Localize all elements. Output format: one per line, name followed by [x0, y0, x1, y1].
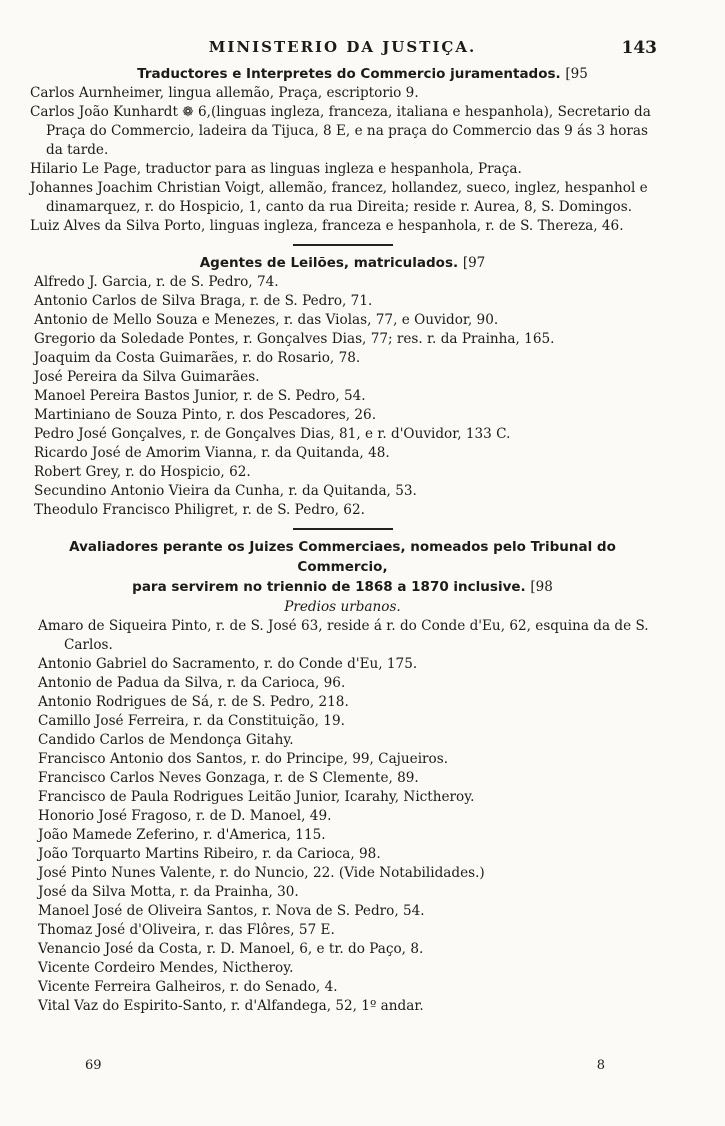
appraisers-list	[30, 617, 655, 1016]
signature-mark: 69	[85, 1058, 102, 1073]
agents-list	[30, 273, 655, 520]
section-title-text: Agentes de Leilões, matriculados.	[199, 255, 459, 271]
list-item: Carlos Aurnheimer, lingua allemão, Praça, escriptorio 9.	[30, 85, 419, 101]
list-item: Honorio José Fragoso, r. de D. Manoel, 49.	[38, 808, 332, 824]
divider	[293, 244, 393, 246]
section-title-text: para servirem no triennio de 1868 a 1870 inclusive.	[132, 579, 526, 595]
section-subtitle: Predios urbanos.	[284, 599, 401, 615]
running-header	[30, 38, 655, 64]
page-content	[30, 38, 655, 1016]
section-translators-title	[70, 64, 655, 84]
section-title-text: Traductores e Interpretes do Commercio juramentados.	[137, 66, 561, 82]
list-item: Antonio Carlos de Silva Braga, r. de S. Pedro, 71.	[34, 293, 373, 309]
list-item: José da Silva Motta, r. da Prainha, 30.	[38, 884, 299, 900]
list-item: Carlos João Kunhardt ❁ 6,(linguas ingleza, franceza, italiana e hespanhola), Secretario da Praça do Commercio, ladeira da Tijuca, 8 E, e na praça do Commercio das 9 ás 3 horas da tarde.	[30, 104, 651, 158]
list-item: José Pinto Nunes Valente, r. do Nuncio, 22. (Vide Notabilidades.)	[38, 865, 485, 881]
list-item: Luiz Alves da Silva Porto, linguas ingleza, franceza e hespanhola, r. de S. Thereza, 46.	[30, 218, 624, 234]
section-ref: [95	[565, 66, 588, 82]
list-item: José Pereira da Silva Guimarães.	[34, 369, 260, 385]
list-item: Ricardo José de Amorim Vianna, r. da Quitanda, 48.	[34, 445, 390, 461]
list-item: Francisco Antonio dos Santos, r. do Principe, 99, Cajueiros.	[38, 751, 449, 767]
list-item: Hilario Le Page, traductor para as linguas ingleza e hespanhola, Praça.	[30, 161, 522, 177]
list-item: Alfredo J. Garcia, r. de S. Pedro, 74.	[34, 274, 279, 290]
list-item: Thomaz José d'Oliveira, r. das Flôres, 57 E.	[38, 922, 335, 938]
section-title-line1: Avaliadores perante os Juizes Commerciaes, nomeados pelo Tribunal do Commercio,	[69, 539, 616, 575]
list-item: Secundino Antonio Vieira da Cunha, r. da Quitanda, 53.	[34, 483, 417, 499]
list-item: Antonio Rodrigues de Sá, r. de S. Pedro, 218.	[38, 694, 349, 710]
list-item: João Mamede Zeferino, r. d'America, 115.	[38, 827, 326, 843]
list-item: Antonio de Mello Souza e Menezes, r. das Violas, 77, e Ouvidor, 90.	[34, 312, 499, 328]
list-item: Candido Carlos de Mendonça Gitahy.	[38, 732, 294, 748]
list-item: Antonio de Padua da Silva, r. da Carioca, 96.	[38, 675, 346, 691]
list-item: Robert Grey, r. do Hospicio, 62.	[34, 464, 251, 480]
list-item: Manoel José de Oliveira Santos, r. Nova de S. Pedro, 54.	[38, 903, 425, 919]
list-item: Martiniano de Souza Pinto, r. dos Pescadores, 26.	[34, 407, 377, 423]
list-item: Manoel Pereira Bastos Junior, r. de S. Pedro, 54.	[34, 388, 366, 404]
section-appraisers-title	[30, 537, 655, 597]
list-item: Theodulo Francisco Philigret, r. de S. Pedro, 62.	[34, 502, 365, 518]
page-number: 143	[621, 38, 657, 58]
sheet-number: 8	[596, 1058, 605, 1073]
list-item: Camillo José Ferreira, r. da Constituição, 19.	[38, 713, 345, 729]
list-item: Vicente Ferreira Galheiros, r. do Senado, 4.	[38, 979, 338, 995]
list-item: Francisco Carlos Neves Gonzaga, r. de S Clemente, 89.	[38, 770, 419, 786]
list-item: Vicente Cordeiro Mendes, Nictheroy.	[38, 960, 294, 976]
header-title: MINISTERIO DA JUSTIÇA.	[208, 38, 477, 56]
list-item: Francisco de Paula Rodrigues Leitão Junior, Icarahy, Nictheroy.	[38, 789, 475, 805]
list-item: João Torquarto Martins Ribeiro, r. da Carioca, 98.	[38, 846, 381, 862]
section-agents-title	[30, 253, 655, 273]
translators-list	[30, 84, 655, 236]
divider	[293, 528, 393, 530]
section-ref: [97	[462, 255, 486, 271]
list-item: Venancio José da Costa, r. D. Manoel, 6, e tr. do Paço, 8.	[38, 941, 424, 957]
list-item: Joaquim da Costa Guimarães, r. do Rosario, 78.	[34, 350, 361, 366]
list-item: Vital Vaz do Espirito-Santo, r. d'Alfandega, 52, 1º andar.	[38, 998, 424, 1014]
list-item: Gregorio da Soledade Pontes, r. Gonçalves Dias, 77; res. r. da Prainha, 165.	[34, 331, 555, 347]
section-title-line2	[30, 577, 655, 597]
page-footer	[0, 1058, 725, 1076]
list-item: Pedro José Gonçalves, r. de Gonçalves Dias, 81, e r. d'Ouvidor, 133 C.	[34, 426, 511, 442]
list-item: Amaro de Siqueira Pinto, r. de S. José 63, reside á r. do Conde d'Eu, 62, esquina da de S. Carlos.	[38, 618, 649, 653]
section-ref: [98	[530, 579, 553, 595]
list-item: Johannes Joachim Christian Voigt, allemão, francez, hollandez, sueco, inglez, hespanhol e dinamarquez, r. do Hospicio, 1, canto da rua Direita; reside r. Aurea, 8, S. Domingos.	[30, 180, 648, 215]
list-item: Antonio Gabriel do Sacramento, r. do Conde d'Eu, 175.	[38, 656, 418, 672]
